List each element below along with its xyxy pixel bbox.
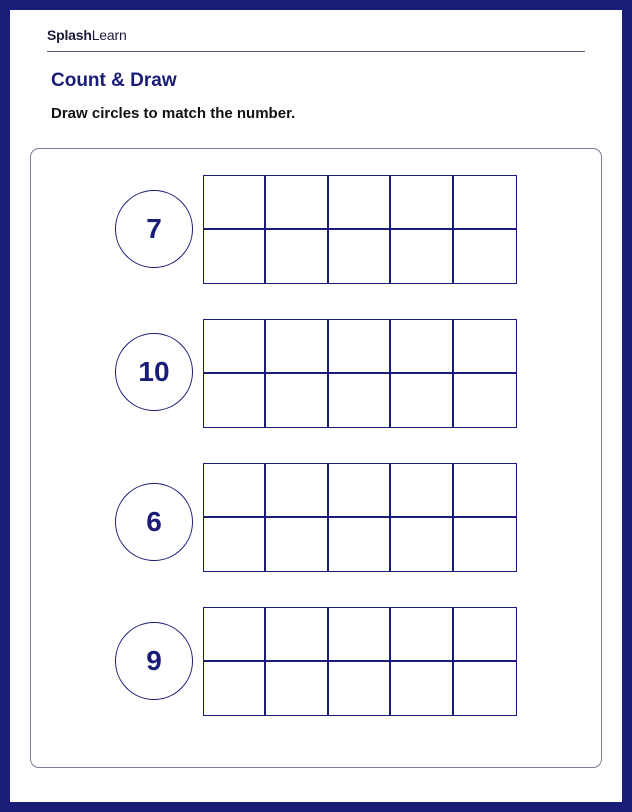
ten-frame-cell[interactable] [329, 464, 391, 518]
header-divider [47, 51, 585, 52]
ten-frame-cell[interactable] [391, 662, 453, 716]
ten-frame-cell[interactable] [266, 608, 328, 662]
ten-frame-cell[interactable] [454, 176, 516, 230]
ten-frame-cell[interactable] [329, 176, 391, 230]
ten-frame-cell[interactable] [329, 374, 391, 428]
exercise-row [10, 319, 622, 429]
ten-frame-cell[interactable] [454, 464, 516, 518]
logo-light-text: Learn [91, 27, 127, 43]
ten-frame-cell[interactable] [266, 518, 328, 572]
number-circle: 9 [115, 622, 193, 700]
ten-frame-cell[interactable] [204, 176, 266, 230]
ten-frame[interactable] [203, 607, 517, 716]
ten-frame-cell[interactable] [329, 608, 391, 662]
ten-frame-cell[interactable] [454, 374, 516, 428]
ten-frame-cell[interactable] [204, 608, 266, 662]
number-circle: 7 [115, 190, 193, 268]
ten-frame-cell[interactable] [266, 320, 328, 374]
ten-frame-cell[interactable] [454, 608, 516, 662]
ten-frame-cell[interactable] [454, 230, 516, 284]
ten-frame-cell[interactable] [266, 176, 328, 230]
ten-frame-cell[interactable] [391, 176, 453, 230]
ten-frame-cell[interactable] [204, 320, 266, 374]
ten-frame[interactable] [203, 319, 517, 428]
worksheet-title: Count & Draw [51, 70, 177, 91]
ten-frame-cell[interactable] [329, 662, 391, 716]
ten-frame-cell[interactable] [329, 230, 391, 284]
ten-frame-cell[interactable] [391, 608, 453, 662]
ten-frame-cell[interactable] [204, 518, 266, 572]
ten-frame-cell[interactable] [391, 374, 453, 428]
ten-frame-cell[interactable] [266, 230, 328, 284]
exercise-row [10, 463, 622, 573]
ten-frame-cell[interactable] [266, 374, 328, 428]
number-circle: 10 [115, 333, 193, 411]
ten-frame-cell[interactable] [329, 518, 391, 572]
ten-frame-cell[interactable] [454, 320, 516, 374]
ten-frame-cell[interactable] [204, 464, 266, 518]
ten-frame-cell[interactable] [329, 320, 391, 374]
logo-bold-text: Splash [47, 27, 92, 43]
ten-frame-cell[interactable] [391, 464, 453, 518]
number-circle: 6 [115, 483, 193, 561]
splashlearn-logo [47, 27, 127, 43]
ten-frame-cell[interactable] [454, 662, 516, 716]
ten-frame-cell[interactable] [391, 518, 453, 572]
ten-frame-cell[interactable] [204, 662, 266, 716]
ten-frame[interactable] [203, 175, 517, 284]
worksheet-instruction: Draw circles to match the number. [51, 105, 296, 122]
ten-frame-cell[interactable] [204, 230, 266, 284]
ten-frame-cell[interactable] [391, 320, 453, 374]
ten-frame-cell[interactable] [391, 230, 453, 284]
ten-frame[interactable] [203, 463, 517, 572]
ten-frame-cell[interactable] [266, 662, 328, 716]
ten-frame-cell[interactable] [204, 374, 266, 428]
ten-frame-cell[interactable] [266, 464, 328, 518]
ten-frame-cell[interactable] [454, 518, 516, 572]
worksheet-page [10, 10, 622, 802]
exercise-row [10, 607, 622, 717]
exercise-row [10, 175, 622, 285]
